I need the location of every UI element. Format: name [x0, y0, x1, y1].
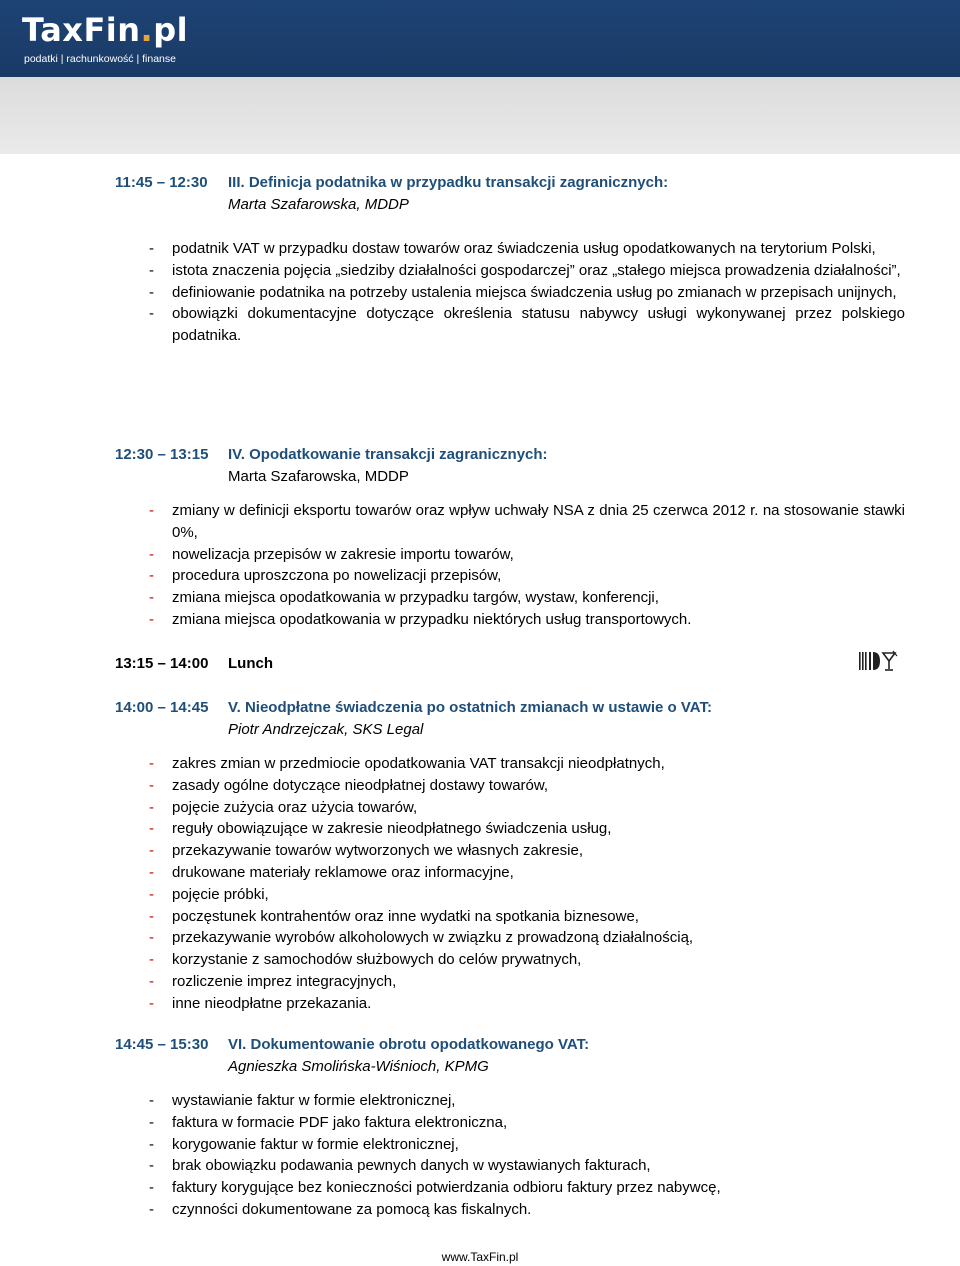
session-heading [115, 653, 905, 675]
session-topics [115, 753, 905, 1015]
list-item: - reguły obowiązujące w zakresie nieodpłatnego świadczenia usług, [115, 818, 905, 840]
session-title: Lunch [228, 655, 273, 672]
list-item: - definiowanie podatnika na potrzeby ustalenia miejsca świadczenia usług po zmianach w przepisach unijnych, [115, 282, 905, 304]
session-title: IV. Opodatkowanie transakcji zagranicznych: [228, 446, 548, 463]
list-item: - przekazywanie wyrobów alkoholowych w związku z prowadzoną działalnością, [115, 927, 905, 949]
session-iii [115, 172, 905, 347]
logo[interactable] [22, 11, 189, 65]
cutlery-cocktail-icon [858, 650, 898, 672]
session-iv [115, 444, 905, 631]
list-item: - pojęcie zużycia oraz użycia towarów, [115, 797, 905, 819]
session-time: 13:15 – 14:00 [115, 655, 209, 672]
session-title: III. Definicja podatnika w przypadku transakcji zagranicznych: [228, 174, 669, 191]
session-time: 14:45 – 15:30 [115, 1036, 209, 1053]
list-item: - zmiana miejsca opodatkowania w przypadku niektórych usług transportowych. [115, 609, 905, 631]
list-item: - faktura w formacie PDF jako faktura elektroniczna, [115, 1112, 905, 1134]
list-item: - wystawianie faktur w formie elektronicznej, [115, 1090, 905, 1112]
logo-tagline: podatki | rachunkowość | finanse [24, 53, 176, 65]
logo-title: TaxFin.pl [22, 11, 189, 49]
list-item: - korygowanie faktur w formie elektronicznej, [115, 1134, 905, 1156]
list-item: - korzystanie z samochodów służbowych do celów prywatnych, [115, 949, 905, 971]
session-speaker: Piotr Andrzejczak, SKS Legal [228, 721, 424, 738]
session-time: 14:00 – 14:45 [115, 699, 209, 716]
session-heading [115, 1034, 905, 1056]
session-time: 12:30 – 13:15 [115, 446, 209, 463]
session-topics [115, 500, 905, 631]
list-item: - nowelizacja przepisów w zakresie importu towarów, [115, 544, 905, 566]
list-item: - zasady ogólne dotyczące nieodpłatnej dostawy towarów, [115, 775, 905, 797]
list-item: - czynności dokumentowane za pomocą kas fiskalnych. [115, 1199, 905, 1221]
list-item: - drukowane materiały reklamowe oraz informacyjne, [115, 862, 905, 884]
list-item: - podatnik VAT w przypadku dostaw towarów oraz świadczenia usług opodatkowanych na terytorium Polski, [115, 238, 905, 260]
session-v [115, 697, 905, 1015]
list-item: - rozliczenie imprez integracyjnych, [115, 971, 905, 993]
session-heading [115, 697, 905, 719]
header-grey-band [0, 77, 960, 154]
session-lunch [115, 653, 905, 675]
list-item: - istota znaczenia pojęcia „siedziby działalności gospodarczej” oraz „stałego miejsca prowadzenia działalności”, [115, 260, 905, 282]
session-speaker: Marta Szafarowska, MDDP [228, 468, 409, 485]
footer-url[interactable]: www.TaxFin.pl [441, 1250, 519, 1264]
list-item: - faktury korygujące bez konieczności potwierdzania odbioru faktury przez nabywcę, [115, 1177, 905, 1199]
session-title: V. Nieodpłatne świadczenia po ostatnich zmianach w ustawie o VAT: [228, 699, 712, 716]
list-item: - inne nieodpłatne przekazania. [115, 993, 905, 1015]
list-item: - zakres zmian w przedmiocie opodatkowania VAT transakcji nieodpłatnych, [115, 753, 905, 775]
list-item: - zmiana miejsca opodatkowania w przypadku targów, wystaw, konferencji, [115, 587, 905, 609]
session-speaker: Agnieszka Smolińska-Wiśnioch, KPMG [228, 1058, 489, 1075]
list-item: - procedura uproszczona po nowelizacji przepisów, [115, 565, 905, 587]
session-time: 11:45 – 12:30 [115, 174, 208, 191]
session-topics [115, 238, 905, 347]
list-item: - przekazywanie towarów wytworzonych we własnych zakresie, [115, 840, 905, 862]
session-vi [115, 1034, 905, 1221]
header-banner [0, 0, 960, 77]
session-heading [115, 444, 905, 466]
session-topics [115, 1090, 905, 1221]
list-item: - pojęcie próbki, [115, 884, 905, 906]
session-heading [115, 172, 905, 194]
list-item: - obowiązki dokumentacyjne dotyczące określenia statusu nabywcy usługi wykonywanej przez polskiego podatnika. [115, 303, 905, 347]
list-item: - poczęstunek kontrahentów oraz inne wydatki na spotkania biznesowe, [115, 906, 905, 928]
list-item: - brak obowiązku podawania pewnych danych w wystawianych fakturach, [115, 1155, 905, 1177]
list-item: - zmiany w definicji eksportu towarów oraz wpływ uchwały NSA z dnia 25 czerwca 2012 r. na stosowanie stawki 0%, [115, 500, 905, 544]
session-speaker: Marta Szafarowska, MDDP [228, 196, 409, 213]
session-title: VI. Dokumentowanie obrotu opodatkowanego VAT: [228, 1036, 590, 1053]
